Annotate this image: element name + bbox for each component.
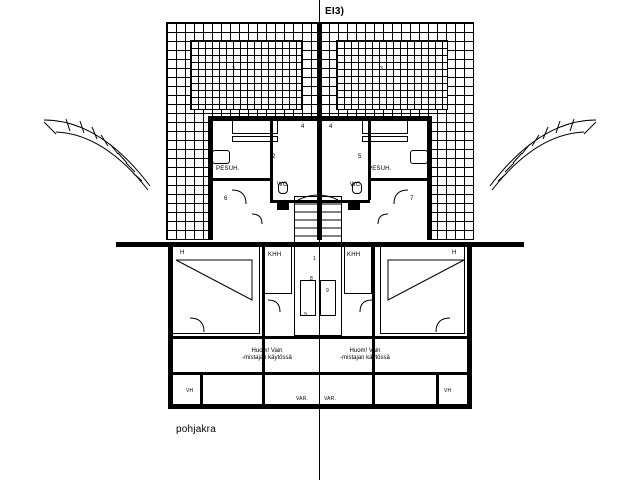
left-wc-vwall xyxy=(270,178,273,200)
marker-9: 9 xyxy=(326,288,329,294)
lower-vh-right-wall xyxy=(436,372,439,406)
marker-1: 1 xyxy=(313,256,316,262)
lower-store-wall xyxy=(168,372,472,375)
left-note-line1: Huom! Vain xyxy=(251,348,283,354)
left-garage xyxy=(170,244,260,334)
right-h-label: H xyxy=(452,250,457,256)
lower-wall-bottom xyxy=(168,404,472,409)
roof-panel-right-label: 3 xyxy=(380,66,383,72)
lower-stair-run-right xyxy=(320,280,336,316)
right-vh-label: VH xyxy=(444,388,452,394)
roof-panel-left-label: 3 xyxy=(232,66,235,72)
marker-2: 2 xyxy=(272,154,276,160)
left-fixture-top xyxy=(232,120,278,134)
lower-right-partition xyxy=(372,244,375,336)
left-khh-label: KHH xyxy=(268,252,282,258)
right-note-line1: Huom! Vain xyxy=(349,348,381,354)
right-khh-label: KHH xyxy=(347,252,361,258)
left-note-line2: -mistajan käytössä xyxy=(242,355,292,361)
central-stair-upper xyxy=(294,196,342,244)
right-wc-label: WC xyxy=(350,182,361,188)
right-bath-wall xyxy=(368,178,430,181)
lower-left-store-wall xyxy=(262,336,265,406)
right-sink xyxy=(410,150,428,164)
drawing-bottom-label: pohjakra xyxy=(176,424,216,435)
left-vh-label: VH xyxy=(186,388,194,394)
right-note-block xyxy=(330,348,400,362)
right-garage xyxy=(380,244,465,334)
marker-6: 6 xyxy=(224,196,228,202)
left-fixture-top2 xyxy=(232,136,278,142)
marker-8: 8 xyxy=(310,276,313,282)
lower-vh-left-wall xyxy=(200,372,203,406)
left-wc-label: WC xyxy=(277,182,288,188)
drawing-top-label: EI3) xyxy=(325,6,345,17)
right-stair-fan xyxy=(490,119,596,190)
marker-9b: 9 xyxy=(304,312,307,318)
right-var-label: VAR. xyxy=(324,396,337,402)
left-var-label: VAR. xyxy=(296,396,309,402)
right-fixture-top2 xyxy=(362,136,408,142)
left-stair-fixture xyxy=(277,202,289,210)
marker-4-right: 4 xyxy=(329,124,333,130)
marker-7: 7 xyxy=(410,196,414,202)
right-stair-fixture xyxy=(348,202,360,210)
left-bath-wall xyxy=(210,178,272,181)
marker-4-left: 4 xyxy=(301,124,305,130)
left-sink xyxy=(212,150,230,164)
lower-stair-run-left xyxy=(300,280,316,316)
lower-right-store-wall xyxy=(372,336,375,406)
roof-panel-left xyxy=(190,40,302,110)
right-wc-vwall xyxy=(368,178,371,200)
left-note-block xyxy=(232,348,302,362)
right-bath-label: PESUH. xyxy=(368,166,392,172)
left-h-label: H xyxy=(180,250,185,256)
roof-panel-right xyxy=(336,40,448,110)
lower-wall-right xyxy=(467,242,472,408)
lower-mid-wall xyxy=(168,336,472,339)
right-note-line2: -mistajan käytössä xyxy=(340,355,390,361)
left-bath-label: PESUH. xyxy=(216,166,240,172)
left-stair-fan xyxy=(44,119,150,190)
right-fixture-top xyxy=(362,120,408,134)
marker-5: 5 xyxy=(358,154,362,160)
